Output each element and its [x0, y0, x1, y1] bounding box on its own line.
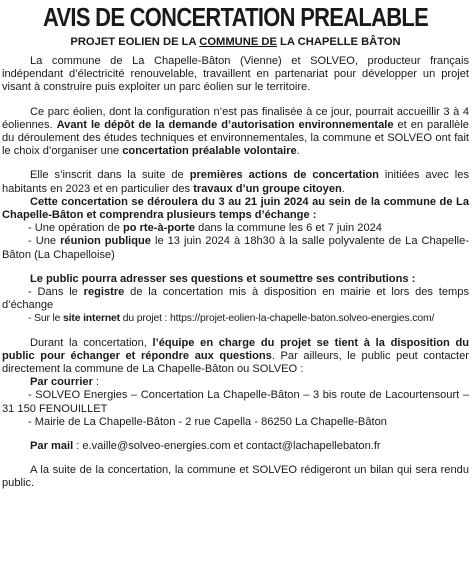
project-subtitle [2, 35, 469, 49]
project-paragraph [2, 106, 469, 159]
list-item-porte-a-porte [2, 222, 469, 235]
text-run: . Par ailleurs, le public peut contacter directement la commune de La Chapelle-Bâton ou SOLVEO : [2, 349, 469, 376]
bold-run: Par mail [30, 440, 74, 453]
courrier-address-mairie: - Mairie de La Chapelle-Bâton - 2 rue Capella - 86250 La Chapelle-Bâton [28, 415, 387, 428]
bold-run: réunion publique [60, 235, 151, 248]
list-item-registre [2, 286, 469, 312]
subtitle-underlined: COMMUNE DE [199, 36, 277, 48]
text-run: dans la commune les 6 et 7 juin 2024 [195, 222, 382, 235]
mail-line [2, 440, 469, 453]
text-run: de la concertation mis à disposition en mairie et lors des temps d’échange [2, 286, 469, 312]
text-run: Elle s’inscrit dans la suite de [30, 169, 190, 182]
text-run: - Une [28, 235, 61, 248]
bold-run: site internet [63, 313, 120, 325]
text-run: - Sur le [28, 313, 64, 325]
bold-run: po rte-à-porte [122, 222, 196, 235]
text-run: le 13 juin 2024 à 18h30 à la salle polyvalente de La Chapelle-Bâton (La Chapelloise) [2, 235, 469, 261]
courrier-address-solveo: - SOLVEO Energies – Concertation La Chapelle-Bâton – 3 bis route de Lacourtensourt – 31 150 FENOUILLET [2, 389, 469, 415]
bold-run: Par courrier [30, 376, 93, 389]
text-run: : [92, 376, 100, 389]
text-run: initiées avec les habitants en 2023 et en particulier des [2, 169, 469, 195]
bold-run: premières actions de concertation [189, 169, 379, 182]
team-paragraph [2, 337, 469, 377]
project-url: du projet : https://projet-eolien-la-chapelle-baton.solveo-energies.com/ [119, 313, 435, 325]
text-run: Ce parc éolien, dont la configuration n’est pas finalisée à ce jour, pourrait accueillir 3 à 4 éoliennes. [2, 105, 469, 131]
subtitle-post: LA CHAPELLE BÂTON [276, 36, 401, 48]
bold-run: concertation préalable volontaire [122, 145, 297, 158]
courrier-label [2, 376, 469, 389]
subtitle-pre: PROJET EOLIEN DE LA [70, 36, 200, 48]
contributions-heading [2, 273, 469, 286]
page-title: AVIS DE CONCERTATION PREALABLE [42, 4, 429, 32]
text-run: Durant la concertation, [30, 336, 153, 349]
list-item-reunion [2, 235, 469, 261]
dates-paragraph [2, 196, 469, 222]
text-run: . [341, 182, 345, 195]
bold-run: Le public pourra adresser ses questions et soumettre ses contributions : [30, 272, 416, 285]
text-run: et en parallèle du déroulement des études techniques et environnementales, la commune et SOLVEO ont fait le choix d’organiser une [2, 118, 469, 158]
context-paragraph [2, 169, 469, 195]
text-run: - Dans le [28, 286, 84, 299]
bold-run: Avant le dépôt de la demande d’autorisation environnementale [56, 118, 394, 131]
bold-run: l’équipe en charge du projet se tient à la disposition du public pour échanger et répondre aux questions [2, 336, 470, 362]
list-item-site [2, 312, 469, 325]
bold-run: Cette concertation se déroulera du 3 au 21 juin 2024 au sein de la commune de La Chapelle-Bâton et comprendra plusieurs temps d’échange : [2, 195, 469, 222]
bold-run: travaux d’un groupe citoyen [193, 182, 342, 195]
intro-paragraph: La commune de La Chapelle-Bâton (Vienne) et SOLVEO, producteur français indépendant d’électricité renouvelable, travaillent en partenariat pour développer un projet visant à construire puis exploiter un parc éolien sur le territoire. [2, 55, 469, 94]
text-run: - Une opération de [28, 222, 123, 235]
bold-run: registre [83, 286, 125, 299]
closing-paragraph: A la suite de la concertation, la commune et SOLVEO rédigeront un bilan qui sera rendu public. [2, 464, 469, 490]
text-run: . [296, 145, 300, 158]
email-addresses: : e.vaille@solveo-energies.com et contact@lachapellebaton.fr [73, 440, 381, 453]
